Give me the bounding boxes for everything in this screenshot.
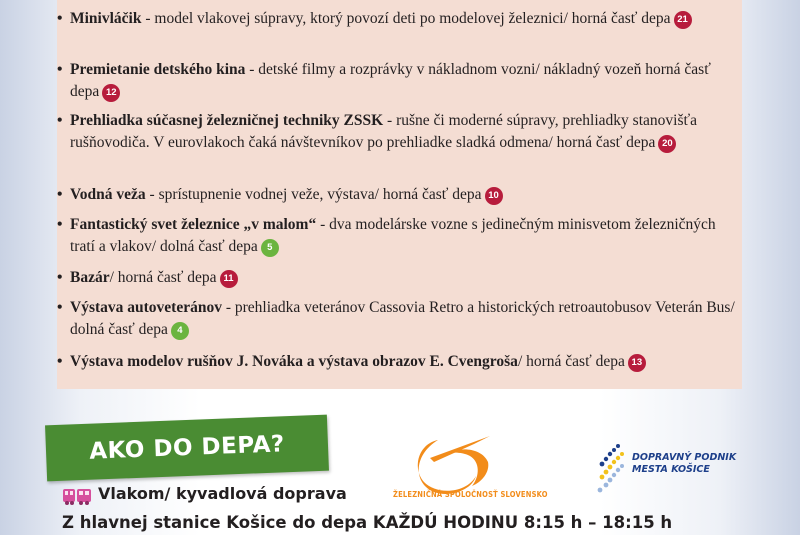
item-description: / horná časť depa	[517, 353, 625, 370]
item-description: - model vlakovej súpravy, ktorý povozí deti po modelovej železnici/ horná časť depa	[141, 10, 671, 27]
bullet: •	[57, 269, 63, 286]
list-item-minivlacik	[57, 8, 737, 30]
item-title: Výstava autoveteránov	[70, 299, 222, 316]
item-title: Fantastický svet železnice „v malom“	[70, 216, 317, 233]
bullet: •	[57, 216, 63, 233]
dpmk-line1: DOPRAVNÝ PODNIK	[632, 452, 737, 463]
map-number-badge: 12	[102, 84, 120, 102]
item-description: - prehliadka veteránov Cassovia Retro a historických retroautobusov Veterán Bus/ dolná časť depa	[70, 299, 735, 338]
list-item-autoveterany	[57, 297, 737, 341]
ako-do-depa-banner	[45, 415, 329, 482]
bullet: •	[57, 61, 63, 78]
bullet: •	[57, 112, 63, 129]
bullet: •	[57, 353, 63, 370]
item-title: Minivláčik	[70, 10, 142, 27]
item-description: - rušne či moderné súpravy, prehliadky stanovišťa rušňovodiča. V eurovlakoch čaká návštevníkov po prehliadke sladká odmena/ horná časť depa	[70, 112, 697, 151]
transport-schedule-text: Z hlavnej stanice Košice do depa KAŽDÚ HODINU 8:15 h – 18:15 h	[62, 513, 673, 532]
item-title: Bazár	[70, 269, 110, 286]
dpmk-line2: MESTA KOŠICE	[632, 464, 710, 475]
map-number-badge: 11	[220, 270, 238, 288]
item-title: Prehliadka súčasnej železničnej techniky ZSSK	[70, 112, 384, 129]
item-description: - detské filmy a rozprávky v nákladnom vozni/ nákladný vozeň horná časť depa	[70, 61, 711, 100]
item-title: Premietanie detského kina	[70, 61, 246, 78]
bullet: •	[57, 10, 63, 27]
item-description: - sprístupnenie vodnej veže, výstava/ horná časť depa	[145, 186, 482, 203]
program-panel	[57, 0, 742, 389]
list-item-modely-rusnov	[57, 351, 737, 373]
item-description: - dva modelárske vozne s jedinečným minisvetom železničných tratí a vlakov/ dolná časť depa	[70, 216, 716, 255]
map-number-badge: 13	[628, 354, 646, 372]
banner-heading: AKO DO DEPA?	[88, 431, 286, 465]
transport-train-heading: Vlakom/ kyvadlová doprava	[98, 484, 347, 503]
item-title: Výstava modelov rušňov J. Nováka a výstava obrazov E. Cvengroša	[70, 353, 518, 370]
zssk-logo-text: ŽELEZNIČNÁ SPOLOČNOSŤ SLOVENSKO	[393, 490, 548, 499]
list-item-bazar	[57, 267, 737, 289]
train-icon	[62, 486, 92, 506]
map-number-badge: 5	[261, 239, 279, 257]
list-item-svet-zeleznice	[57, 214, 737, 258]
list-item-vodna-veza	[57, 184, 737, 206]
list-item-kino	[57, 59, 737, 103]
item-title: Vodná veža	[70, 186, 146, 203]
item-description: / horná časť depa	[109, 269, 217, 286]
bullet: •	[57, 299, 63, 316]
map-number-badge: 20	[658, 135, 676, 153]
bullet: •	[57, 186, 63, 203]
map-number-badge: 10	[485, 187, 503, 205]
list-item-zssk-technika	[57, 110, 737, 154]
dpmk-logo	[588, 440, 628, 496]
dpmk-logo-text	[632, 452, 736, 476]
map-number-badge: 21	[674, 11, 692, 29]
map-number-badge: 4	[171, 322, 189, 340]
